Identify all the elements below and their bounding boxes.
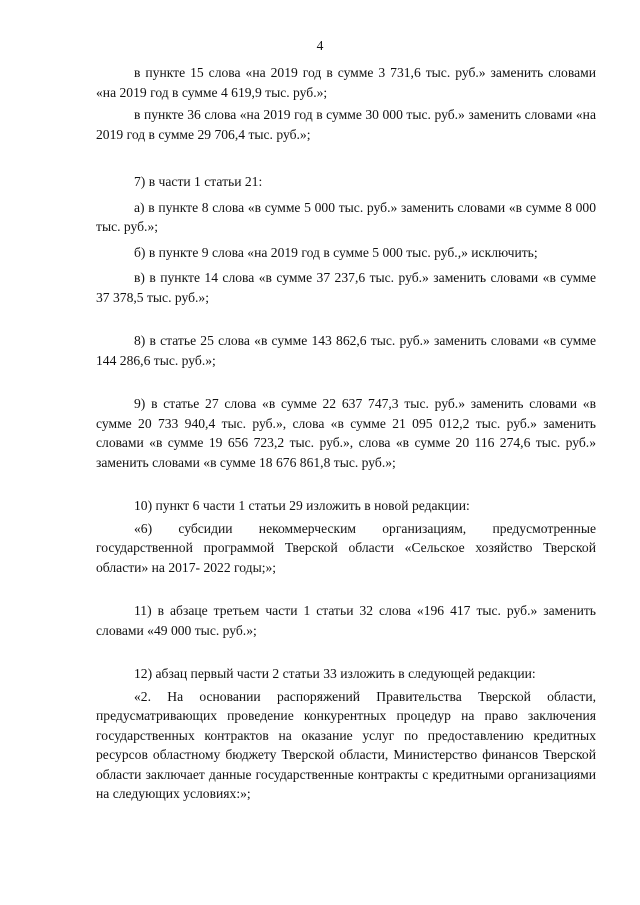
amendment-9: 9) в статье 27 слова «в сумме 22 637 747,3 тыс. руб.» заменить словами «в сумме 20 733 940,4 тыс. руб.», слова «в сумме 21 095 012,2 тыс. руб.» заменить словами «в сумме 19 656 723,2 тыс. руб.», слова «в сумме 20 116 274,6 тыс. руб.» заменить словами «в сумме 18 676 861,8 тыс. руб.»; [96, 396, 596, 470]
amendment-12-text: «2. На основании распоряжений Правительства Тверской области, предусматривающих проведение конкурентных процедур на право заключения государственных контрактов на оказание услуг по предоставлению кредитных ресурсов областному бюджету Тверской области, Министерство финансов Тверской области заключает данные государственные контракты с кредитными организациями на следующих условиях:»; [96, 688, 596, 801]
amendment-12-heading: 12) абзац первый части 2 статьи 33 изложить в следующей редакции: [134, 666, 536, 681]
amendment-item-36: в пункте 36 слова «на 2019 год в сумме 30 000 тыс. руб.» заменить словами «на 2019 год в сумме 29 706,4 тыс. руб.»; [96, 107, 596, 142]
amendment-7-heading: 7) в части 1 статьи 21: [134, 174, 263, 189]
document-body [96, 63, 596, 804]
amendment-11: 11) в абзаце третьем части 1 статьи 32 слова «196 417 тыс. руб.» заменить словами «49 000 тыс. руб.»; [96, 603, 596, 638]
amendment-item-15: в пункте 15 слова «на 2019 год в сумме 3 731,6 тыс. руб.» заменить словами «на 2019 год в сумме 4 619,9 тыс. руб.»; [96, 65, 596, 100]
amendment-7b: б) в пункте 9 слова «на 2019 год в сумме 5 000 тыс. руб.,» исключить; [134, 244, 538, 260]
page-number: 4 [316, 38, 324, 53]
amendment-8: 8) в статье 25 слова «в сумме 143 862,6 тыс. руб.» заменить словами «в сумме 144 286,6 тыс. руб.»; [96, 333, 596, 368]
amendment-10-heading: 10) пункт 6 части 1 статьи 29 изложить в новой редакции: [134, 498, 470, 513]
amendment-7a: а) в пункте 8 слова «в сумме 5 000 тыс. руб.» заменить словами «в сумме 8 000 тыс. руб.»; [96, 199, 596, 234]
amendment-10-text: «6) субсидии некоммерческим организациям, предусмотренные государственной программой Тверской области «Сельское хозяйство Тверской области» на 2017- 2022 годы;»; [96, 520, 596, 575]
amendment-7c: в) в пункте 14 слова «в сумме 37 237,6 тыс. руб.» заменить словами «в сумме 37 378,5 тыс. руб.»; [96, 270, 596, 305]
